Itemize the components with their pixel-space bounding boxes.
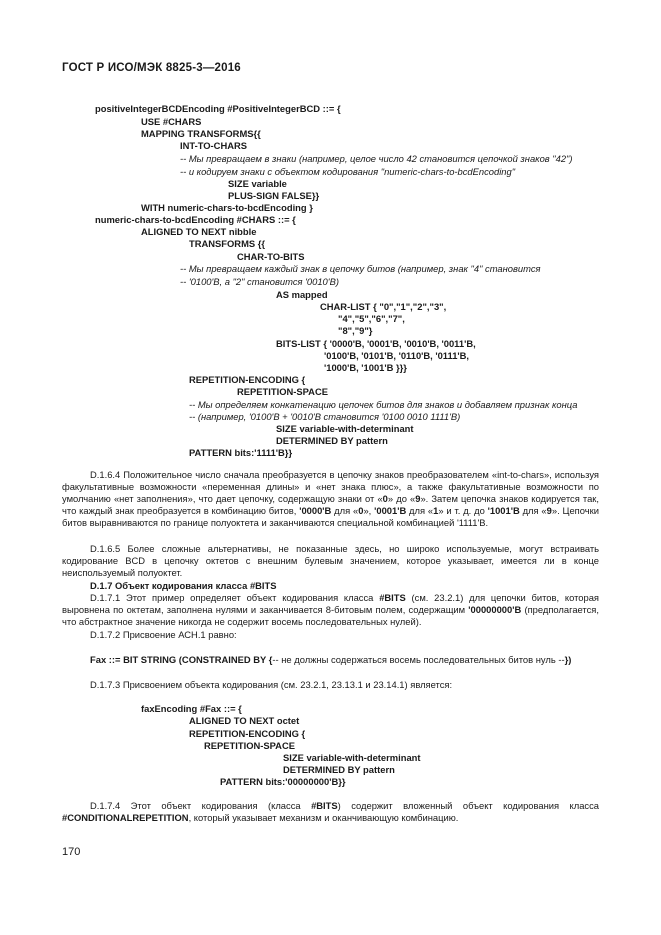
code-line: SIZE variable-with-determinant <box>276 423 414 434</box>
code-line: "4","5","6","7", <box>338 313 405 324</box>
code-line: DETERMINED BY pattern <box>276 435 388 446</box>
code-line: AS mapped <box>276 289 328 300</box>
paragraph-d164: D.1.6.4 Положительное число сначала преобразуется в цепочку знаков преобразователем «int-to-chars», используя факультативные возможности «переменная длины» и «нет знака плюс», а также факультативные возможности по умолчанию «нет заполнения», что дает цепочку, содержащую знаки от «0» до «9». Затем цепочка знаков кодируется так, что каждый знак преобразуется в комбинацию битов, '0000'B для «0», '0001'B для «1» и т. д. до '1001'B для «9». Цепочки битов выравниваются по границе полуоктета и заканчиваются специальной комбинацией '1111'B. <box>62 469 599 528</box>
code-line: DETERMINED BY pattern <box>283 764 395 775</box>
code-comment: -- '0100'B, а "2" становится '0010'B) <box>180 276 339 287</box>
code-line: ALIGNED TO NEXT nibble <box>141 226 257 237</box>
page-number: 170 <box>62 846 81 858</box>
code-comment: -- и кодируем знаки с объектом кодирования "numeric-chars-to-bcdEncoding" <box>180 166 516 177</box>
paragraph-d174: D.1.7.4 Этот объект кодирования (класса #BITS) содержит вложенный объект кодирования класса #CONDITIONALREPETITION, который указывает механизм и оканчивающую комбинацию. <box>62 800 600 823</box>
code-line: faxEncoding #Fax ::= { <box>141 703 242 714</box>
code-line: SIZE variable-with-determinant <box>283 752 421 763</box>
code-line: CHAR-TO-BITS <box>237 251 305 262</box>
code-line: REPETITION-SPACE <box>237 386 328 397</box>
fax-assignment-line: Fax ::= BIT STRING (CONSTRAINED BY {-- не должны содержаться восемь последовательных битов нуль --}) <box>90 654 572 665</box>
code-comment: -- Мы превращаем каждый знак в цепочку битов (например, знак "4" становится <box>180 263 541 274</box>
code-line: PATTERN bits:'1111'B}} <box>189 447 293 458</box>
code-line: REPETITION-ENCODING { <box>189 728 306 739</box>
code-line: MAPPING TRANSFORMS{{ <box>141 128 261 139</box>
code-line: SIZE variable <box>228 178 287 189</box>
code-line: PLUS-SIGN FALSE}} <box>228 190 320 201</box>
code-line: REPETITION-ENCODING { <box>189 374 306 385</box>
code-comment: -- Мы превращаем в знаки (например, целое число 42 становится цепочкой знаков "42") <box>180 153 573 164</box>
code-comment: -- Мы определяем конкатенацию цепочек битов для знаков и добавляем признак конца <box>189 399 578 410</box>
code-line: positiveIntegerBCDEncoding #PositiveIntegerBCD ::= { <box>95 103 341 114</box>
code-line: "8","9"} <box>338 325 373 336</box>
code-line: CHAR-LIST { "0","1","2","3", <box>320 301 447 312</box>
code-line: USE #CHARS <box>141 116 202 127</box>
section-heading-d17: D.1.7 Объект кодирования класса #BITS <box>90 580 277 591</box>
code-line: BITS-LIST { '0000'B, '0001'B, '0010'B, '0011'B, <box>276 338 476 349</box>
code-line: INT-TO-CHARS <box>180 140 248 151</box>
paragraph-d165: D.1.6.5 Более сложные альтернативы, не показанные здесь, но широко используемые, могут встраивать кодирование BCD в цепочку октетов с внешним булевым значением, которое указывает, имеется ли в конце неиспользуемый полуоктет. <box>62 543 599 578</box>
code-line: ALIGNED TO NEXT octet <box>189 715 300 726</box>
code-line: numeric-chars-to-bcdEncoding #CHARS ::= { <box>95 214 296 225</box>
paragraph-d173: D.1.7.3 Присвоением объекта кодирования (см. 23.2.1, 23.13.1 и 23.14.1) является: <box>90 679 453 690</box>
paragraph-d171: D.1.7.1 Этот пример определяет объект кодирования класса #BITS (см. 23.2.1) для цепочки битов, которая выровнена по октетам, заполнена нулями и заканчивается 8-битовым полем, содержащим '00000000'B (предполагается, что абстрактное значение никогда не содержит восемь последовательных нулей). <box>62 592 599 627</box>
code-line: REPETITION-SPACE <box>204 740 295 751</box>
code-line: WITH numeric-chars-to-bcdEncoding } <box>141 202 313 213</box>
code-comment: -- (например, '0100'B + '0010'B становится '0100 0010 1111'B) <box>189 411 461 422</box>
code-line: TRANSFORMS {{ <box>189 238 266 249</box>
paragraph-d172: D.1.7.2 Присвоение АСН.1 равно: <box>90 629 237 640</box>
code-line: '0100'B, '0101'B, '0110'B, '0111'B, <box>324 350 470 361</box>
page-header-title: ГОСТ Р ИСО/МЭК 8825-3—2016 <box>62 62 241 74</box>
code-line: PATTERN bits:'00000000'B}} <box>220 776 346 787</box>
code-line: '1000'B, '1001'B }}} <box>324 362 407 373</box>
